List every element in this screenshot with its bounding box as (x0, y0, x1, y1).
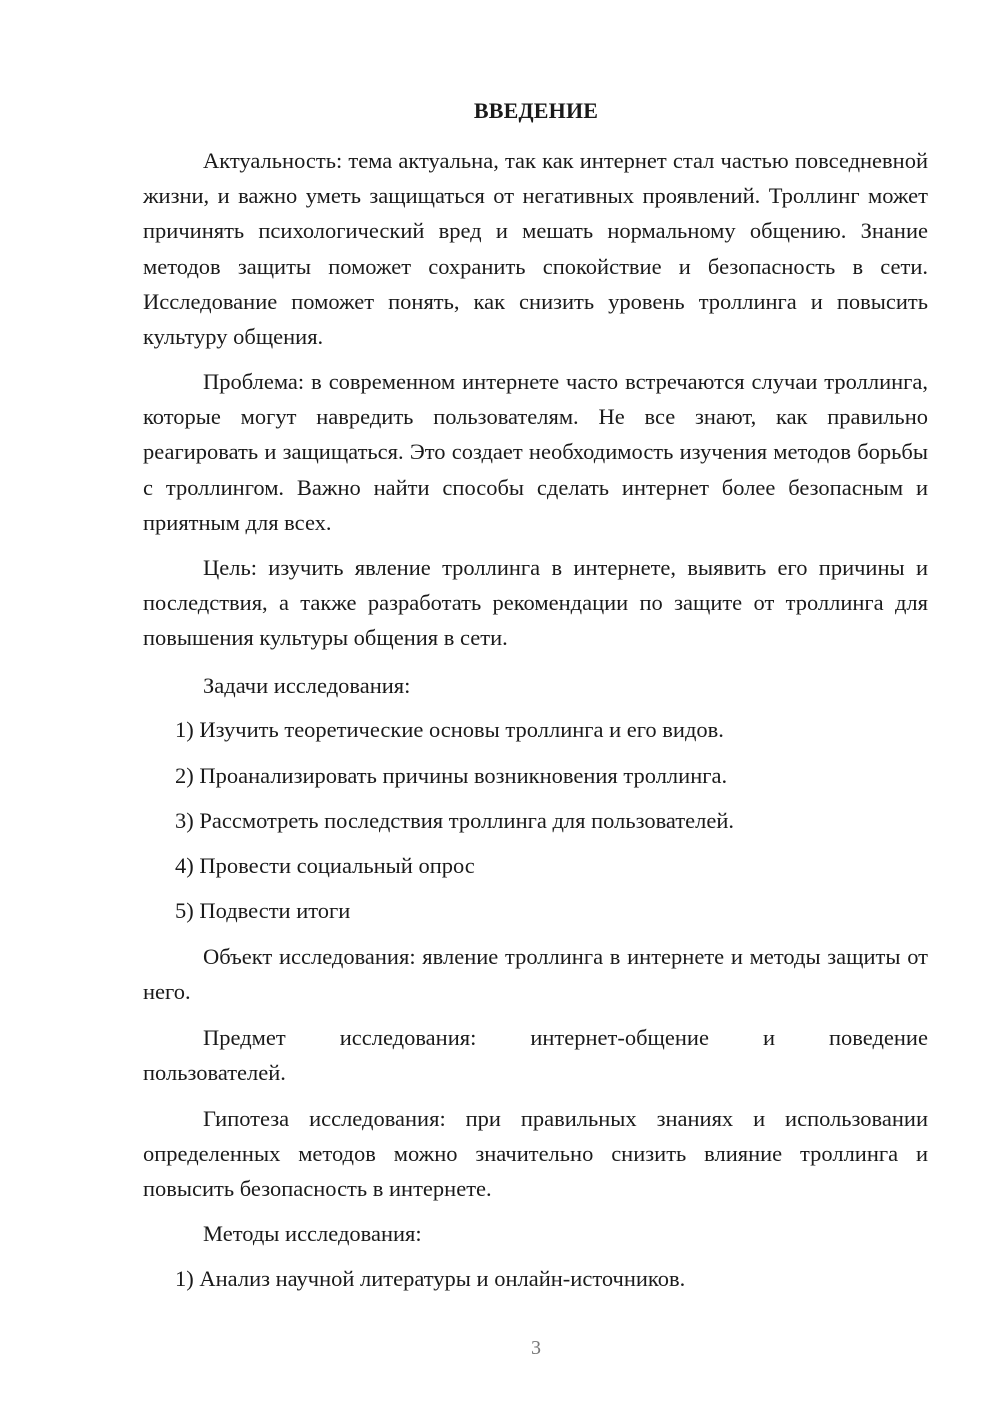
subject-first-line (143, 1020, 928, 1055)
subject-word: интернет-общение (530, 1025, 709, 1050)
task-item: 4) Провести социальный опрос (175, 853, 475, 878)
subject-word: Предмет (203, 1025, 286, 1050)
hypothesis-paragraph: Гипотеза исследования: при правильных знаниях и использовании определенных методов можно значительно снизить влияние троллинга и повысить безопасность в интернете. (143, 1106, 928, 1202)
page-number: 3 (531, 1337, 541, 1359)
goal-paragraph: Цель: изучить явление троллинга в интернете, выявить его причины и последствия, а также разработать рекомендации по защите от троллинга для повышения культуры общения в сети. (143, 555, 928, 651)
task-item: 3) Рассмотреть последствия троллинга для пользователей. (175, 808, 735, 833)
task-item: 2) Проанализировать причины возникновения троллинга. (175, 763, 728, 788)
subject-word: поведение (828, 1025, 928, 1050)
tasks-heading: Задачи исследования: (203, 673, 411, 698)
task-item: 1) Изучить теоретические основы троллинга и его видов. (175, 717, 724, 742)
object-paragraph: Объект исследования: явление троллинга в интернете и методы защиты от него. (143, 944, 928, 1005)
task-item: 5) Подвести итоги (175, 898, 351, 923)
relevance-paragraph: Актуальность: тема актуальна, так как интернет стал частью повседневной жизни, и важно уметь защищаться от негативных проявлений. Троллинг может причинять психологический вред и мешать нормальному общению. Знание методов защиты поможет сохранить спокойствие и безопасность в сети. Исследование поможет понять, как снизить уровень троллинга и повысить культуру общения. (143, 148, 928, 350)
subject-paragraph (143, 1020, 928, 1090)
methods-heading: Методы исследования: (203, 1221, 422, 1246)
subject-word: и (762, 1025, 775, 1050)
page-title: ВВЕДЕНИЕ (473, 98, 599, 123)
subject-word: исследования: (339, 1025, 477, 1050)
subject-second-line: пользователей. (143, 1060, 286, 1086)
method-item: 1) Анализ научной литературы и онлайн-источников. (175, 1266, 686, 1291)
problem-paragraph: Проблема: в современном интернете часто встречаются случаи троллинга, которые могут навредить пользователям. Не все знают, как правильно реагировать и защищаться. Это создает необходимость изучения методов борьбы с троллингом. Важно найти способы сделать интернет более безопасным и приятным для всех. (143, 369, 928, 535)
